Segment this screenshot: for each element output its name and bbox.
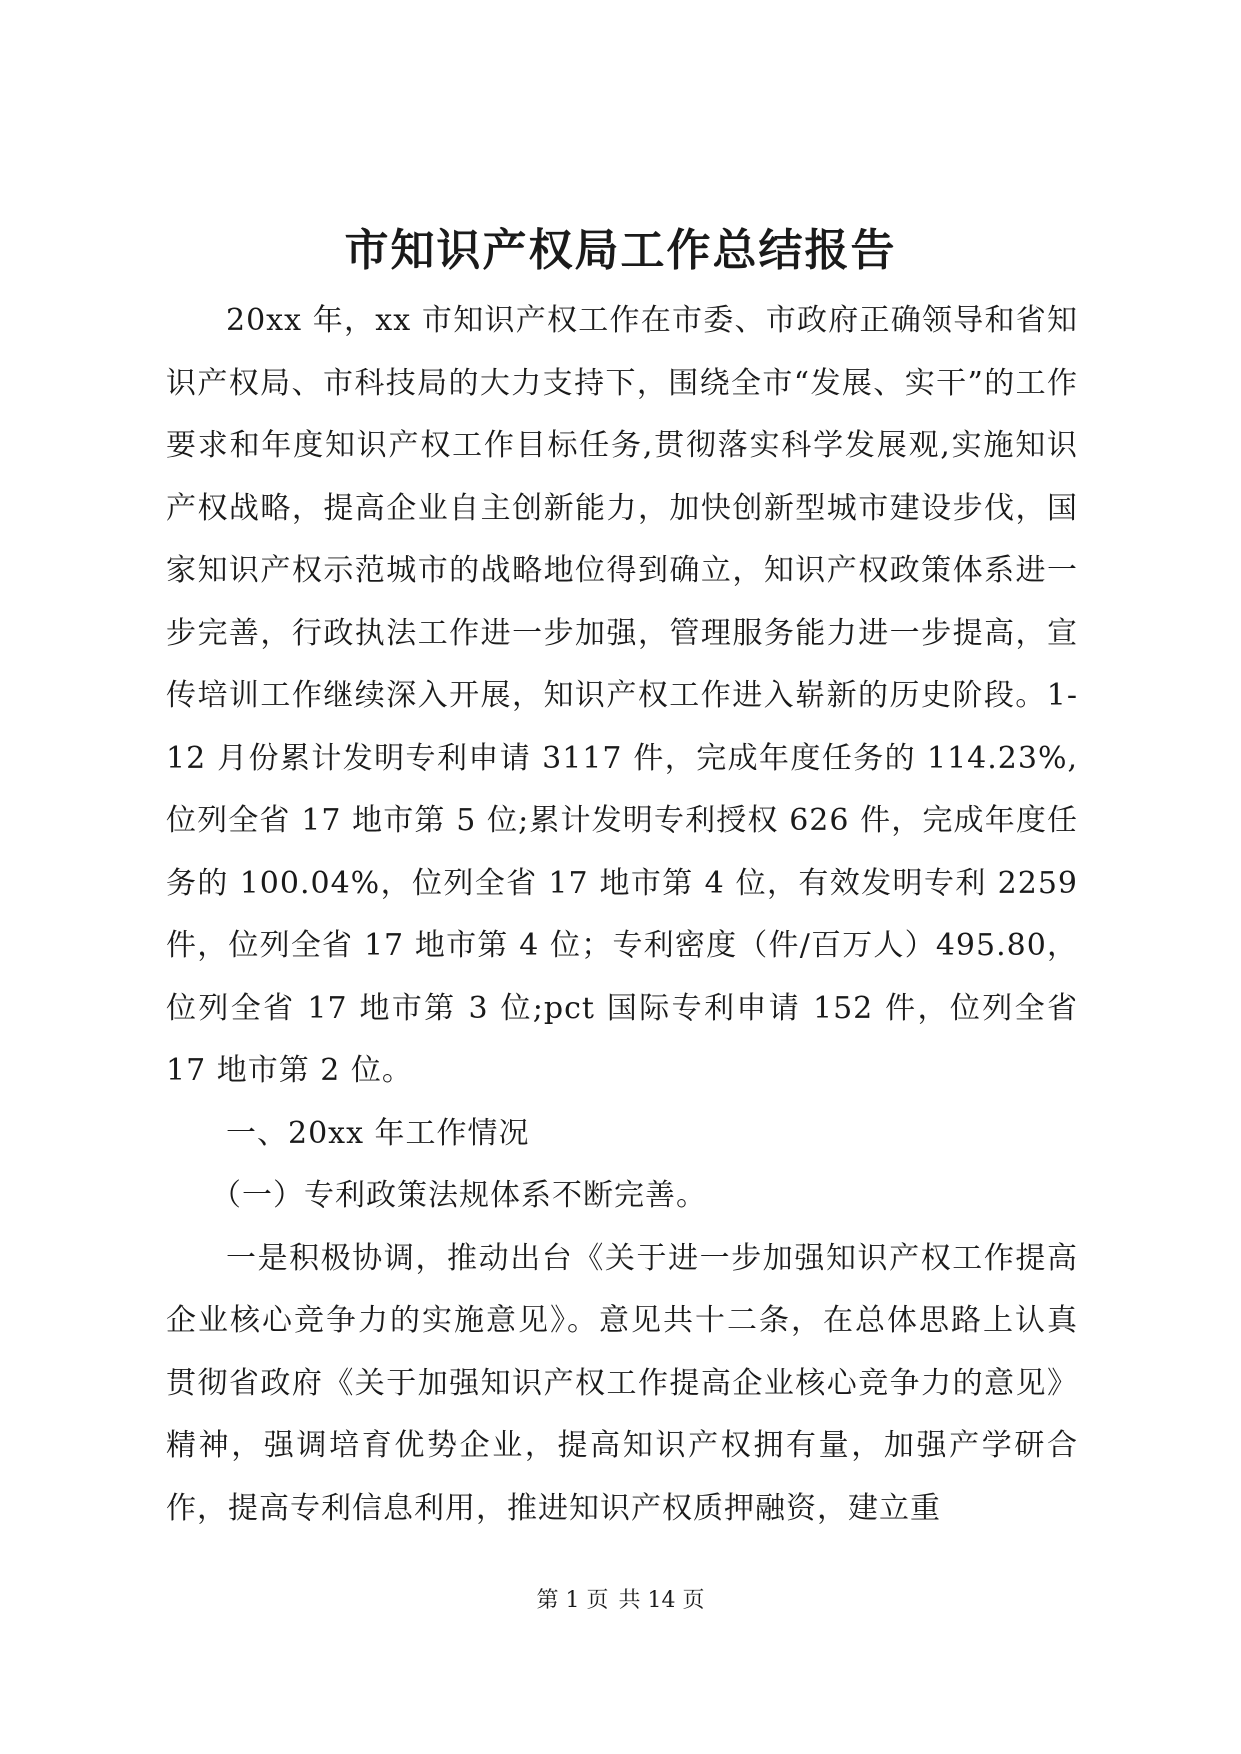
subsection-heading: （一）专利政策法规体系不断完善。	[211, 1178, 707, 1213]
document-title: 市知识产权局工作总结报告	[344, 225, 897, 276]
intro-paragraph: 20xx 年，xx 市知识产权工作在市委、市政府正确领导和省知识产权局、市科技局的大力支持下，围绕全市“发展、实干”的工作要求和年度知识产权工作目标任务,贯彻落实科学发展观,实施知识产权战略，提高企业自主创新能力，加快创新型城市建设步伐，国家知识产权示范城市的战略地位得到确立，知识产权政策体系进一步完善，行政执法工作进一步加强，管理服务能力进一步提高，宣传培训工作继续深入开展，知识产权工作进入崭新的历史阶段。1-12 月份累计发明专利申请 3117 件，完成年度任务的 114.23%,位列全省 17 地市第 5 位;累计发明专利授权 626 件，完成年度任务的 100.04%，位列全省 17 地市第 4 位，有效发明专利 2259 件，位列全省 17 地市第 4 位；专利密度（件/百万人）495.80，位列全省 17 地市第 3 位;pct 国际专利申请 152 件，位列全省 17 地市第 2 位。	[166, 303, 1078, 1088]
page-total: 共 14 页	[618, 1588, 705, 1613]
page-number: 第 1 页	[536, 1588, 609, 1613]
body-paragraph: 一是积极协调，推动出台《关于进一步加强知识产权工作提高企业核心竞争力的实施意见》。意见共十二条，在总体思路上认真贯彻省政府《关于加强知识产权工作提高企业核心竞争力的意见》精神，强调培育优势企业，提高知识产权拥有量，加强产学研合作，提高专利信息利用，推进知识产权质押融资，建立重	[166, 1240, 1078, 1526]
document-body	[166, 290, 1078, 1540]
page-footer	[0, 1586, 1241, 1616]
section-heading: 一、20xx 年工作情况	[226, 1115, 530, 1151]
